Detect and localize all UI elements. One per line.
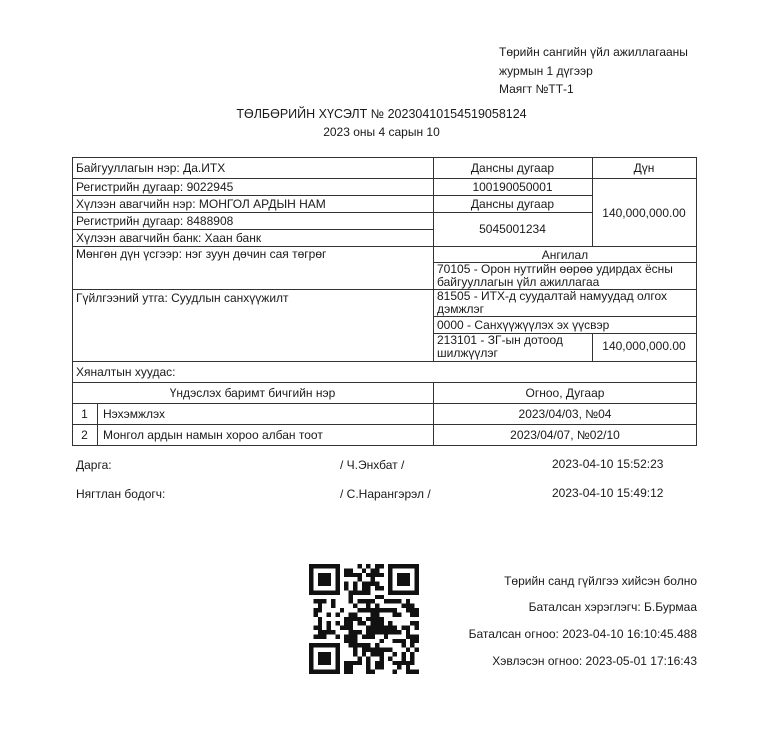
table-border bbox=[72, 157, 697, 158]
transaction-purpose: Гүйлгээний утга: Суудлын санхүүжилт bbox=[76, 291, 289, 305]
recipient-bank: Хүлээн авагчийн банк: Хаан банк bbox=[76, 231, 262, 245]
category-code-2: 81505 - ИТХ-д суудалтай намуудад олгох дэмжлэг bbox=[437, 289, 668, 316]
row-document-name: Нэхэмжлэх bbox=[103, 407, 166, 421]
table-border bbox=[592, 178, 697, 179]
table-border bbox=[696, 157, 697, 446]
director-timestamp: 2023-04-10 15:52:23 bbox=[552, 457, 664, 471]
table-border bbox=[97, 403, 98, 445]
accountant-name: / С.Нарангэрэл / bbox=[340, 487, 431, 501]
category-header: Ангилал bbox=[541, 248, 589, 262]
document-date: 2023 оны 4 сарын 10 bbox=[323, 125, 440, 139]
amount-in-words: Мөнгөн дүн үсгээр: нэг зуун дөчин сая төгрөг bbox=[76, 247, 327, 261]
document-name-column: Үндэслэх баримт бичгийн нэр bbox=[169, 386, 336, 400]
org-name: Байгууллагын нэр: Да.ИТХ bbox=[76, 161, 226, 175]
row-document-name: Монгол ардын намын хороо албан тоот bbox=[103, 428, 323, 442]
category-code-1: 70105 - Орон нутгийн өөрөө удирдах ёсны байгууллагын үйл ажиллагаа bbox=[437, 262, 673, 289]
approver: Баталсан хэрэглэгч: Б.Бурмаа bbox=[528, 600, 697, 614]
amount-header: Дүн bbox=[633, 161, 655, 175]
control-sheet-label: Хяналтын хуудас: bbox=[76, 365, 176, 379]
table-border bbox=[72, 178, 592, 179]
recipient-account-header: Дансны дугаар bbox=[470, 197, 555, 211]
accountant-label: Нягтлан бодогч: bbox=[76, 487, 166, 501]
row-number: 1 bbox=[81, 407, 88, 421]
org-account-number: 100190050001 bbox=[472, 180, 553, 194]
accountant-timestamp: 2023-04-10 15:49:12 bbox=[552, 486, 664, 500]
category-amount: 140,000,000.00 bbox=[602, 339, 686, 353]
qr-code-icon bbox=[309, 564, 419, 674]
table-border bbox=[72, 424, 697, 425]
table-border bbox=[72, 382, 697, 383]
approved-date: Баталсан огноо: 2023-04-10 16:10:45.488 bbox=[468, 627, 697, 641]
recipient-name: Хүлээн авагчийн нэр: МОНГОЛ АРДЫН НАМ bbox=[76, 197, 326, 211]
recipient-account-number: 5045001234 bbox=[479, 222, 546, 236]
recipient-register-number: Регистрийн дугаар: 8488908 bbox=[76, 214, 234, 228]
director-name: / Ч.Энхбат / bbox=[340, 458, 405, 472]
table-border bbox=[433, 316, 697, 317]
category-code-3: 0000 - Санхүүжүүлэх эх үүсвэр bbox=[437, 318, 610, 332]
table-border bbox=[72, 229, 433, 230]
form-header-line1: Төрийн сангийн үйл ажиллагааны bbox=[499, 45, 688, 59]
row-number: 2 bbox=[81, 428, 88, 442]
table-border bbox=[72, 157, 73, 446]
table-border bbox=[72, 445, 697, 446]
table-border bbox=[72, 361, 697, 362]
account-header: Дансны дугаар bbox=[470, 161, 555, 175]
org-register-number: Регистрийн дугаар: 9022945 bbox=[76, 180, 234, 194]
row-date-number: 2023/04/07, №02/10 bbox=[510, 428, 620, 442]
total-amount: 140,000,000.00 bbox=[602, 206, 686, 220]
date-number-column: Огноо, Дугаар bbox=[525, 386, 605, 400]
category-code-4: 213101 - ЗГ-ын дотоод шилжүүлэг bbox=[437, 333, 563, 360]
director-label: Дарга: bbox=[76, 458, 112, 472]
table-border bbox=[72, 212, 592, 213]
table-border bbox=[72, 403, 697, 404]
transaction-executed-note: Төрийн санд гүйлгээ хийсэн болно bbox=[504, 574, 697, 588]
form-header-line3: Маягт №ТТ-1 bbox=[499, 82, 574, 96]
table-border bbox=[72, 195, 592, 196]
printed-date: Хэвлэсэн огноо: 2023-05-01 17:16:43 bbox=[492, 654, 697, 668]
document-title: ТӨЛБӨРИЙН ХҮСЭЛТ № 20230410154519058124 bbox=[236, 107, 527, 121]
form-header-line2: журмын 1 дүгээр bbox=[499, 64, 593, 78]
row-date-number: 2023/04/03, №04 bbox=[518, 407, 612, 421]
